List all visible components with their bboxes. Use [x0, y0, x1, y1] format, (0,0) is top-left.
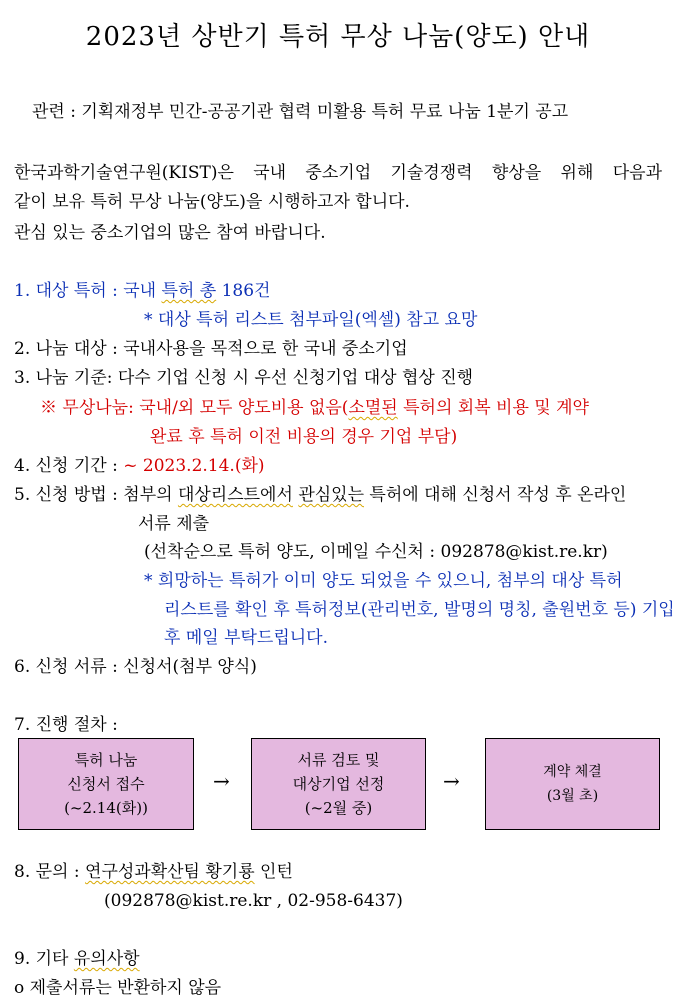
item-5-note-3: 후 메일 부탁드립니다.	[164, 628, 329, 648]
item-5-note-2: 리스트를 확인 후 특허정보(관리번호, 발명의 명칭, 출원번호 등) 기입	[164, 600, 675, 620]
item-5-line-3: (선착순으로 특허 양도, 이메일 수신처 : 092878@kist.re.kr)	[144, 542, 608, 562]
item-1-note: * 대상 특허 리스트 첨부파일(엑셀) 참고 요망	[144, 310, 478, 330]
intro-line-3: 관심 있는 중소기업의 많은 참여 바랍니다.	[14, 223, 326, 243]
item-8-detail: (092878@kist.re.kr , 02-958-6437)	[104, 891, 403, 911]
page-title: 2023년 상반기 특허 무상 나눔(양도) 안내	[85, 22, 591, 52]
item-8: 8. 문의 : 연구성과확산팀 황기룡 인턴	[14, 862, 293, 882]
intro-line-1: 한국과학기술연구원(KIST)은 국내 중소기업 기술경쟁력 향상을 위해 다음과	[14, 163, 662, 183]
flow-step-1: 특허 나눔 신청서 접수 (~2.14(화))	[18, 738, 194, 830]
item-5-line-2: 서류 제출	[138, 514, 210, 534]
item-2: 2. 나눔 대상 : 국내사용을 목적으로 한 국내 중소기업	[14, 339, 408, 359]
item-9: 9. 기타 유의사항	[14, 949, 140, 969]
item-1-label: 1. 대상 특허 : 국내	[14, 281, 162, 301]
flow-arrow-2: →	[443, 769, 460, 793]
item-7: 7. 진행 절차 :	[14, 715, 118, 735]
flow-step-2: 서류 검토 및 대상기업 선정 (~2월 중)	[251, 738, 426, 830]
item-1-count-text: 특허 총	[161, 281, 217, 301]
item-5-note-1: * 희망하는 특허가 이미 양도 되었을 수 있으니, 첨부의 대상 특허	[144, 571, 623, 591]
item-4-label: 4. 신청 기간 :	[14, 456, 124, 476]
item-1	[14, 280, 270, 302]
item-4	[14, 455, 265, 477]
item-3-warning-line-1: ※ 무상나눔: 국내/외 모두 양도비용 없음(소멸된 특허의 회복 비용 및 계약	[40, 398, 589, 418]
item-8-label: 8. 문의 :	[14, 862, 86, 882]
item-4-deadline: ~ 2023.2.14.(화)	[123, 456, 265, 476]
flow-step-3: 계약 체결 (3월 초)	[485, 738, 660, 830]
item-5: 5. 신청 방법 : 첨부의 대상리스트에서 관심있는 특허에 대해 신청서 작성 후 온라인	[14, 485, 627, 505]
item-8-contact: 연구성과확산팀 황기룡	[85, 862, 255, 882]
item-3: 3. 나눔 기준: 다수 기업 신청 시 우선 신청기업 대상 협상 진행	[14, 368, 474, 388]
item-3-warning-line-2: 완료 후 특허 이전 비용의 경우 기업 부담)	[150, 427, 458, 447]
item-9-bullet: o 제출서류는 반환하지 않음	[14, 978, 222, 998]
item-1-count: 186건	[216, 281, 271, 301]
item-6: 6. 신청 서류 : 신청서(첨부 양식)	[14, 657, 257, 677]
intro-line-2: 같이 보유 특허 무상 나눔(양도)을 시행하고자 합니다.	[14, 192, 410, 212]
flow-arrow-1: →	[213, 769, 230, 793]
item-5-label: 5. 신청 방법 :	[14, 485, 124, 505]
related-notice: 관련 : 기획재정부 민간-공공기관 협력 미활용 특허 무료 나눔 1분기 공고	[32, 102, 569, 122]
